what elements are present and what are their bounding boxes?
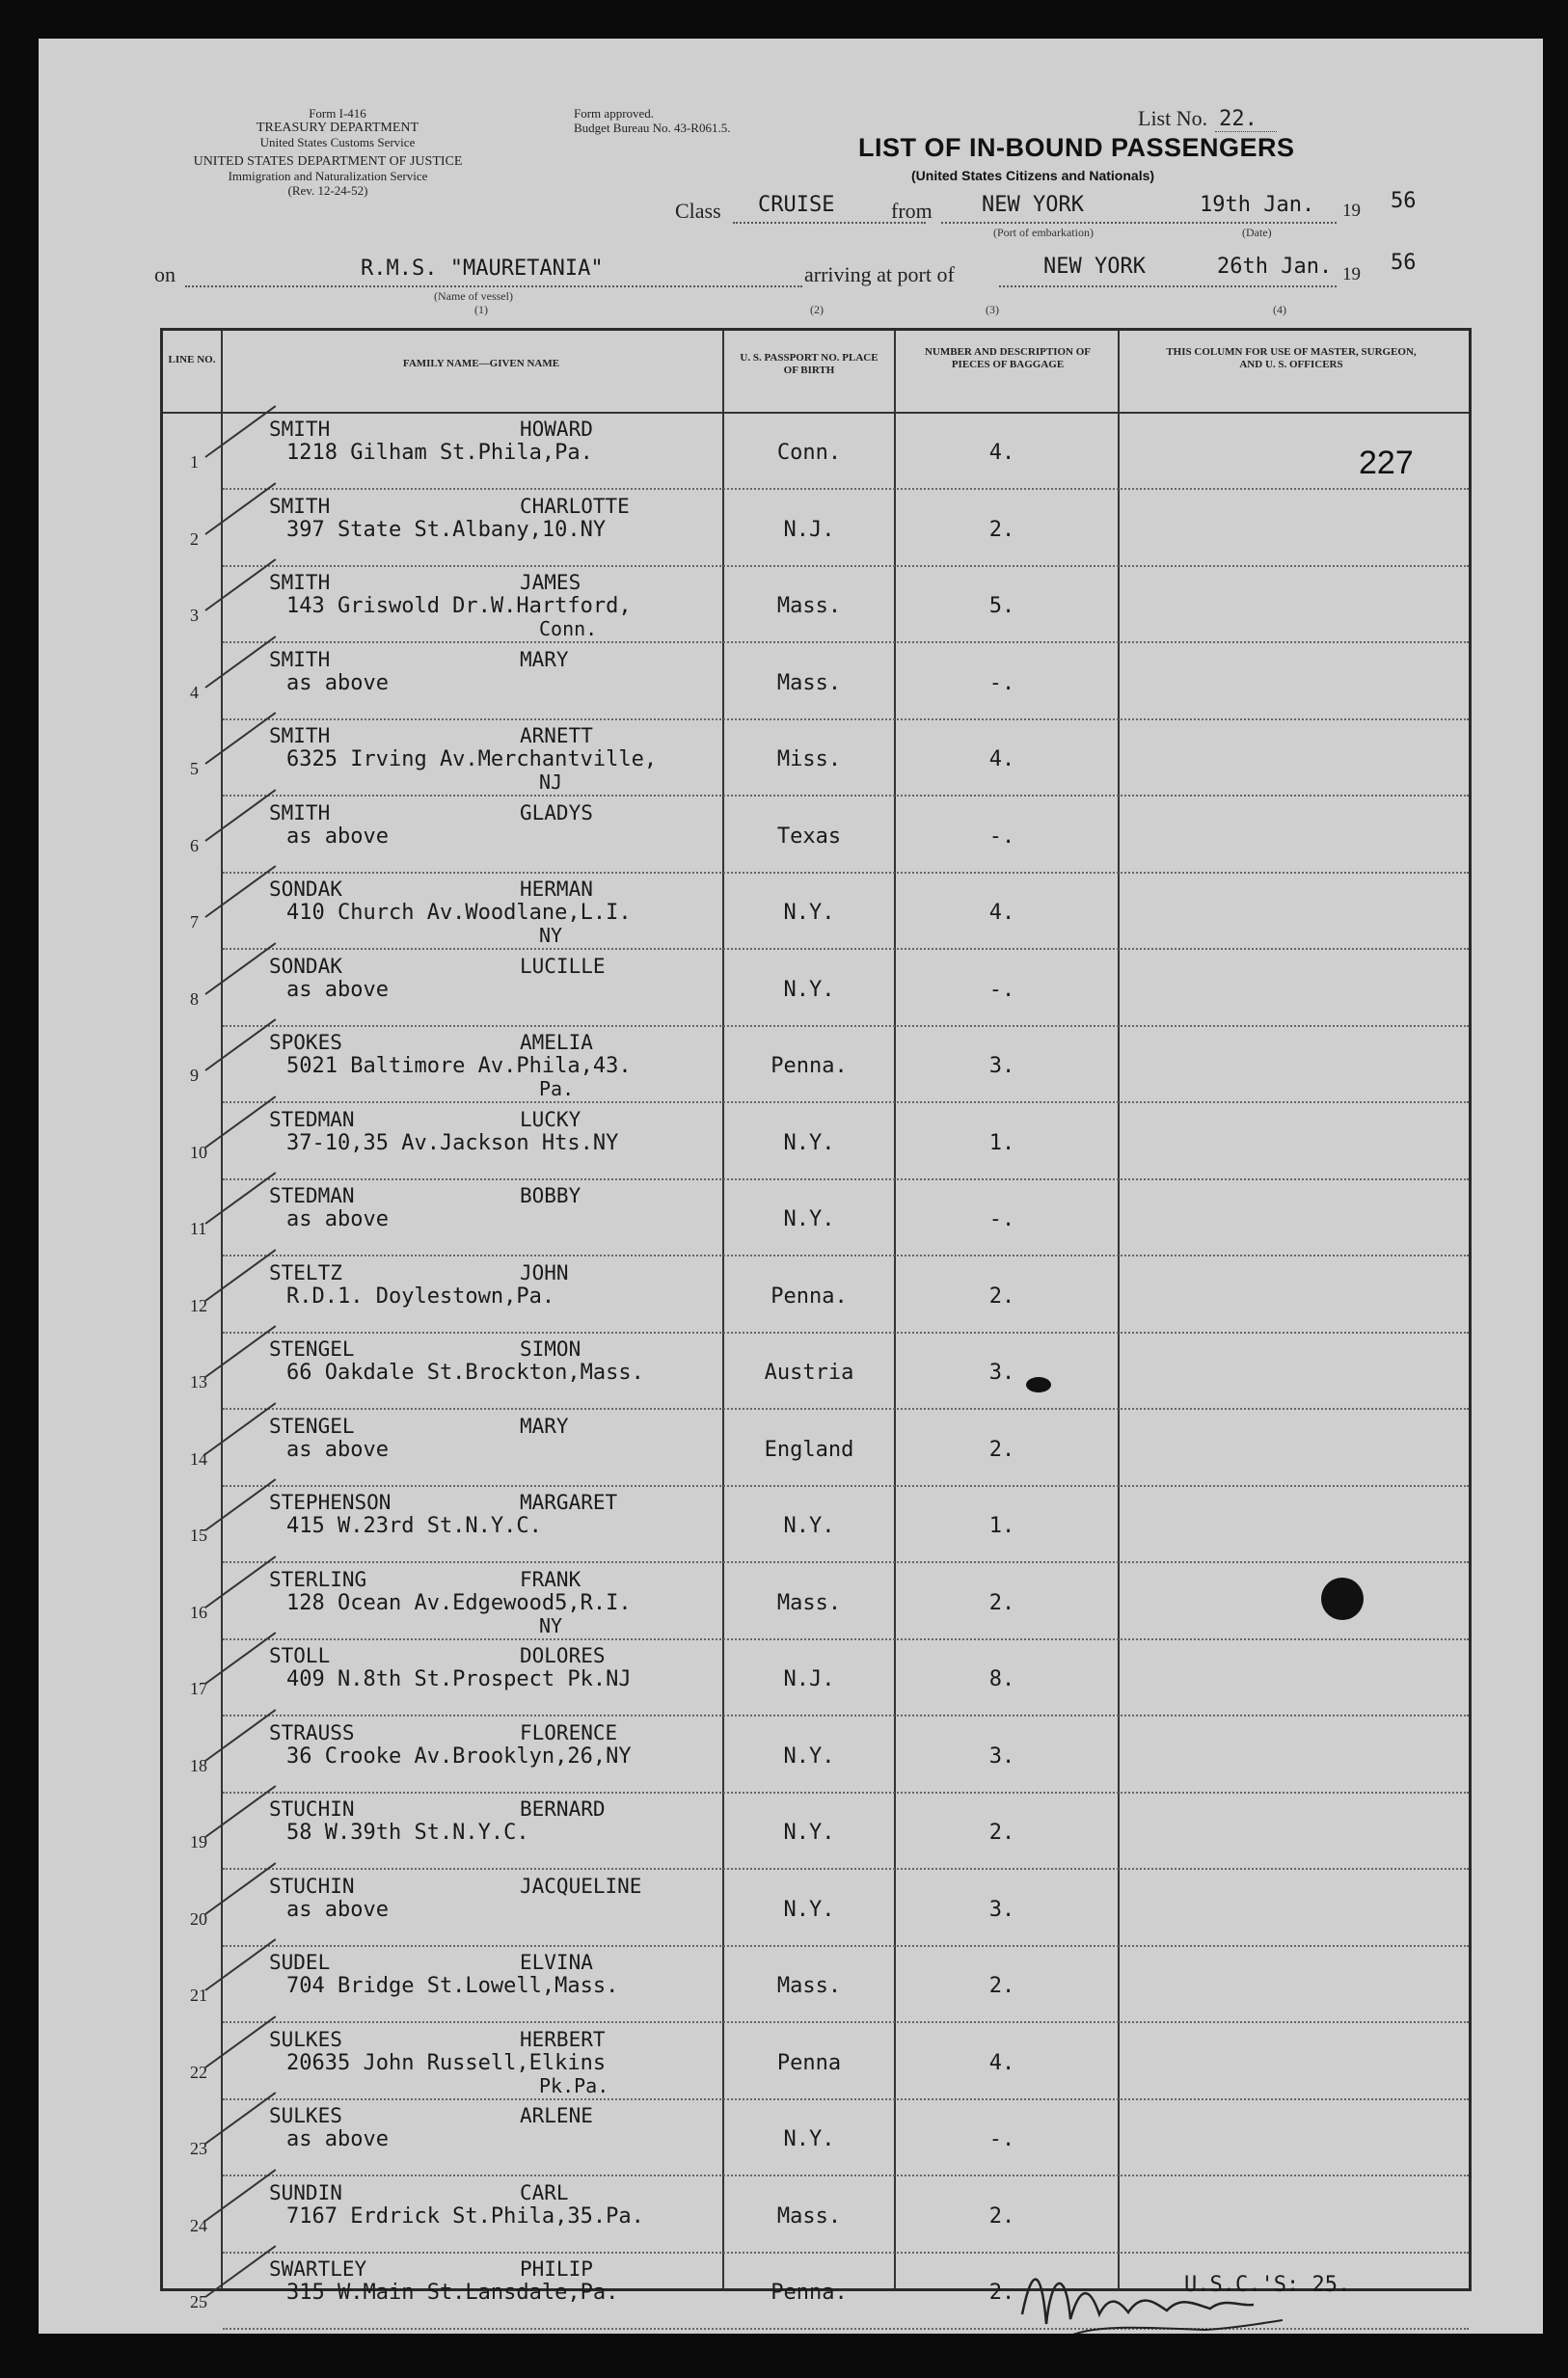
place-of-birth: Mass.	[776, 2203, 842, 2229]
line-number: 4	[190, 682, 199, 702]
given-name: FRANK	[520, 1567, 581, 1591]
col-header-line: LINE NO.	[168, 354, 216, 365]
family-name: STENGEL	[269, 1338, 355, 1361]
given-name: GLADYS	[520, 800, 593, 824]
family-name: STELTZ	[269, 1260, 342, 1284]
family-name: STERLING	[269, 1567, 367, 1591]
check-tick	[204, 942, 276, 995]
place-of-birth: N.Y.	[783, 1514, 835, 1538]
given-name: LUCILLE	[520, 954, 606, 978]
table-row	[163, 951, 1469, 1027]
baggage-count: 1.	[988, 1130, 1015, 1155]
table-row	[163, 1027, 1469, 1103]
family-name: SWARTLEY	[269, 2257, 367, 2281]
form-number: Form I-416	[309, 106, 366, 121]
given-name: MARY	[520, 1414, 569, 1438]
address: R.D.1. Doylestown,Pa.	[286, 1284, 555, 1309]
arrival-port: NEW YORK	[1043, 255, 1146, 279]
class-value: CRUISE	[758, 193, 835, 217]
place-of-birth: Penna.	[770, 1284, 848, 1309]
baggage-count: 1.	[988, 1514, 1015, 1538]
place-of-birth: N.Y.	[783, 1130, 835, 1155]
manifest-page	[39, 39, 1543, 2334]
given-name: ARNETT	[520, 724, 593, 747]
family-name: STEDMAN	[269, 1107, 355, 1131]
vessel-name: R.M.S. "MAURETANIA"	[361, 257, 604, 281]
dept-justice: UNITED STATES DEPARTMENT OF JUSTICE	[193, 154, 463, 169]
arrival-date: 26th Jan.	[1217, 255, 1333, 279]
address: as above	[286, 670, 389, 695]
address: 5021 Baltimore Av.Phila,43.	[286, 1054, 632, 1078]
customs-service: United States Customs Service	[259, 135, 416, 149]
address: as above	[286, 1207, 389, 1231]
place-of-birth: Penna	[776, 2050, 842, 2075]
line-number: 7	[190, 912, 199, 932]
check-tick	[204, 789, 276, 842]
address: as above	[286, 977, 389, 1002]
place-of-birth: Texas	[776, 824, 842, 849]
baggage-count: 4.	[988, 901, 1015, 925]
embarkation-year: 56	[1391, 189, 1417, 213]
baggage-count: 8.	[988, 1667, 1015, 1691]
place-of-birth: N.Y.	[783, 1743, 835, 1769]
address-continuation: NY	[539, 924, 563, 947]
address: 128 Ocean Av.Edgewood5,R.I.	[286, 1590, 632, 1615]
given-name: JACQUELINE	[520, 1874, 642, 1898]
baggage-count: 3.	[988, 1361, 1015, 1385]
family-name: STUCHIN	[269, 1874, 355, 1898]
line-number: 24	[190, 2215, 207, 2235]
given-name: ELVINA	[520, 1951, 593, 1974]
family-name: STEPHENSON	[269, 1491, 392, 1514]
baggage-count: 3.	[988, 1743, 1015, 1769]
place-of-birth: N.Y.	[783, 1821, 835, 1845]
table-row	[163, 567, 1469, 643]
table-row	[163, 644, 1469, 720]
check-tick	[204, 712, 276, 765]
treasury-department: TREASURY DEPARTMENT	[256, 121, 419, 135]
col-header-passport: U. S. PASSPORT NO. PLACE OF BIRTH	[740, 352, 879, 376]
family-name: SMITH	[269, 647, 331, 671]
usc-total: U.S.C.'S: 25.	[1184, 2273, 1351, 2297]
line-number: 18	[190, 1755, 207, 1775]
check-tick	[204, 1402, 276, 1455]
address: 397 State St.Albany,10.NY	[286, 517, 607, 542]
address-continuation: Pa.	[539, 1077, 575, 1100]
address: 1218 Gilham St.Phila,Pa.	[286, 441, 593, 465]
table-row	[163, 1794, 1469, 1870]
baggage-count: 2.	[988, 1974, 1015, 1998]
family-name: SMITH	[269, 724, 331, 747]
baggage-count: -.	[988, 670, 1015, 695]
check-tick	[204, 865, 276, 918]
date-dotline	[1192, 222, 1337, 224]
line-number: 20	[190, 1908, 207, 1929]
baggage-count: 4.	[988, 441, 1015, 465]
col-header-name: FAMILY NAME—GIVEN NAME	[402, 358, 560, 369]
baggage-count: -.	[988, 824, 1015, 849]
baggage-count: 2.	[988, 2203, 1015, 2229]
address: 143 Griswold Dr.W.Hartford,	[286, 594, 632, 618]
given-name: CHARLOTTE	[520, 494, 630, 518]
family-name: STENGEL	[269, 1414, 355, 1438]
line-number: 25	[190, 2292, 207, 2311]
table-row	[163, 797, 1469, 874]
line-number: 11	[190, 1219, 207, 1238]
family-name: STEDMAN	[269, 1184, 355, 1207]
page-title: LIST OF IN-BOUND PASSENGERS	[858, 133, 1295, 162]
baggage-count: 2.	[988, 1437, 1015, 1462]
on-label: on	[154, 262, 176, 286]
col-num-4: (4)	[1273, 303, 1286, 316]
address: 58 W.39th St.N.Y.C.	[286, 1821, 529, 1845]
from-dotline	[941, 222, 1221, 224]
baggage-count: 3.	[988, 1054, 1015, 1078]
list-number-value: 22.	[1215, 107, 1277, 132]
check-tick	[204, 1555, 276, 1608]
officer-mark: 227	[1359, 445, 1414, 481]
check-tick	[204, 2015, 276, 2068]
family-name: SONDAK	[269, 878, 342, 901]
family-name: SMITH	[269, 418, 331, 441]
table-row	[163, 1640, 1469, 1716]
given-name: SIMON	[520, 1338, 581, 1361]
address: 415 W.23rd St.N.Y.C.	[286, 1514, 542, 1538]
line-number: 22	[190, 2062, 207, 2082]
table-row	[163, 1257, 1469, 1334]
approval-block	[574, 106, 730, 135]
given-name: MARGARET	[520, 1491, 618, 1514]
check-tick	[204, 558, 276, 611]
table-row	[163, 874, 1469, 950]
check-tick	[204, 1172, 276, 1225]
address: 66 Oakdale St.Brockton,Mass.	[286, 1361, 644, 1385]
line-number: 1	[190, 452, 199, 472]
check-tick	[204, 1709, 276, 1762]
baggage-count: 5.	[988, 594, 1015, 618]
place-of-birth: Mass.	[776, 670, 842, 695]
given-name: FLORENCE	[520, 1720, 618, 1744]
line-number: 3	[190, 606, 199, 625]
address: 20635 John Russell,Elkins	[286, 2050, 607, 2075]
line-number: 8	[190, 988, 199, 1009]
check-tick	[204, 2092, 276, 2145]
line-number: 21	[190, 1986, 207, 2005]
given-name: HERMAN	[520, 878, 593, 901]
place-of-birth: N.Y.	[783, 901, 835, 925]
address: 315 W.Main St.Lansdale,Pa.	[286, 2281, 619, 2305]
place-of-birth: Mass.	[776, 1974, 842, 1998]
check-tick	[204, 1862, 276, 1915]
baggage-count: 2.	[988, 517, 1015, 542]
given-name: AMELIA	[520, 1031, 593, 1054]
place-of-birth: Penna.	[770, 1054, 848, 1078]
ink-blot	[1321, 1578, 1364, 1620]
line-number: 23	[190, 2139, 207, 2158]
given-name: PHILIP	[520, 2257, 593, 2281]
check-tick	[204, 1632, 276, 1685]
address: 704 Bridge St.Lowell,Mass.	[286, 1974, 619, 1998]
given-name: BOBBY	[520, 1184, 581, 1207]
family-name: STUCHIN	[269, 1797, 355, 1821]
col-header-officers: THIS COLUMN FOR USE OF MASTER, SURGEON, AND U. S. OFFICERS	[1166, 346, 1417, 370]
address: 409 N.8th St.Prospect Pk.NJ	[286, 1667, 632, 1691]
check-tick	[204, 2245, 276, 2298]
address: 7167 Erdrick St.Phila,35.Pa.	[286, 2203, 644, 2229]
family-name: SUNDIN	[269, 2180, 342, 2204]
dept-block	[154, 154, 501, 198]
arrival-year: 56	[1391, 251, 1417, 275]
given-name: LUCKY	[520, 1107, 581, 1131]
check-tick	[204, 1018, 276, 1071]
family-name: SULKES	[269, 2104, 342, 2127]
check-tick	[204, 635, 276, 689]
list-number-label: List No.	[1138, 106, 1208, 130]
check-tick	[204, 1095, 276, 1148]
given-name: BERNARD	[520, 1797, 606, 1821]
line-number: 15	[190, 1526, 207, 1545]
check-tick	[204, 1785, 276, 1838]
baggage-count: 2.	[988, 1284, 1015, 1309]
address: as above	[286, 1437, 389, 1462]
page-subtitle: (United States Citizens and Nationals)	[911, 168, 1155, 183]
date-caption: (Date)	[1242, 226, 1272, 239]
embarkation-port: NEW YORK	[982, 193, 1084, 217]
family-name: SMITH	[269, 571, 331, 594]
table-row	[163, 2100, 1469, 2176]
check-tick	[204, 1938, 276, 1991]
form-block	[231, 106, 444, 149]
place-of-birth: N.Y.	[783, 2127, 835, 2151]
family-name: SUDEL	[269, 1951, 331, 1974]
baggage-count: 4.	[988, 2050, 1015, 2075]
given-name: DOLORES	[520, 1644, 606, 1667]
table-row	[163, 414, 1469, 490]
line-number: 6	[190, 835, 199, 855]
baggage-count: 3.	[988, 1897, 1015, 1922]
table-row	[163, 1947, 1469, 2023]
place-of-birth: Penna.	[770, 2281, 848, 2305]
table-row	[163, 2024, 1469, 2100]
address: 6325 Irving Av.Merchantville,	[286, 747, 658, 771]
given-name: JOHN	[520, 1260, 569, 1284]
line-number: 14	[190, 1448, 207, 1469]
ink-blot	[1026, 1377, 1051, 1392]
line-number: 17	[190, 1679, 207, 1698]
address: 410 Church Av.Woodlane,L.I.	[286, 901, 632, 925]
table-row	[163, 491, 1469, 567]
col-num-1: (1)	[474, 303, 488, 316]
address: 37-10,35 Av.Jackson Hts.NY	[286, 1130, 619, 1155]
table-row	[163, 1487, 1469, 1563]
line-number: 9	[190, 1066, 199, 1085]
line-number: 10	[190, 1142, 207, 1162]
line-number: 19	[190, 1832, 207, 1851]
place-of-birth: Conn.	[776, 441, 842, 465]
line-number: 16	[190, 1602, 207, 1622]
place-of-birth: Miss.	[776, 747, 842, 771]
baggage-count: -.	[988, 1207, 1015, 1231]
place-of-birth: Mass.	[776, 1590, 842, 1615]
family-name: SMITH	[269, 494, 331, 518]
table-row	[163, 1564, 1469, 1640]
line-number: 13	[190, 1372, 207, 1392]
table-row	[163, 1717, 1469, 1794]
port-embarkation-caption: (Port of embarkation)	[993, 226, 1094, 239]
address-continuation: Conn.	[539, 617, 598, 640]
line-number: 12	[190, 1295, 207, 1315]
ins-service: Immigration and Naturalization Service	[228, 169, 428, 183]
place-of-birth: England	[764, 1437, 854, 1462]
list-number	[1138, 106, 1277, 131]
place-of-birth: N.J.	[783, 1667, 835, 1691]
check-tick	[204, 1325, 276, 1378]
year-prefix: 19	[1342, 201, 1361, 221]
place-of-birth: Austria	[764, 1361, 854, 1385]
address-continuation: NJ	[539, 770, 563, 794]
table-row	[163, 2177, 1469, 2254]
vessel-caption: (Name of vessel)	[434, 289, 513, 303]
family-name: SPOKES	[269, 1031, 342, 1054]
address: 36 Crooke Av.Brooklyn,26,NY	[286, 1743, 632, 1769]
given-name: HERBERT	[520, 2027, 606, 2051]
family-name: SMITH	[269, 800, 331, 824]
baggage-count: 2.	[988, 1821, 1015, 1845]
check-tick	[204, 482, 276, 535]
place-of-birth: N.J.	[783, 517, 835, 542]
check-tick	[204, 2169, 276, 2222]
given-name: HOWARD	[520, 418, 593, 441]
baggage-count: -.	[988, 977, 1015, 1002]
line-number: 5	[190, 759, 199, 778]
family-name: STRAUSS	[269, 1720, 355, 1744]
address-continuation: Pk.Pa.	[539, 2073, 609, 2097]
check-tick	[204, 1249, 276, 1302]
embarkation-date: 19th Jan.	[1200, 193, 1315, 217]
line-number: 2	[190, 528, 199, 549]
baggage-count: -.	[988, 2127, 1015, 2151]
col-num-2: (2)	[810, 303, 824, 316]
vessel-dotline	[185, 285, 802, 287]
given-name: CARL	[520, 2180, 569, 2204]
check-tick	[204, 405, 276, 458]
address: as above	[286, 1897, 389, 1922]
year-prefix-arrival: 19	[1342, 264, 1361, 284]
inspector-signature	[1013, 2247, 1302, 2334]
arrival-dotline	[999, 285, 1337, 287]
family-name: SONDAK	[269, 954, 342, 978]
given-name: JAMES	[520, 571, 581, 594]
baggage-count: 2.	[988, 2281, 1015, 2305]
address: as above	[286, 824, 389, 849]
budget-bureau: Budget Bureau No. 43-R061.5.	[574, 121, 731, 135]
passenger-table	[160, 328, 1472, 2311]
table-row	[163, 1871, 1469, 1947]
place-of-birth: Mass.	[776, 594, 842, 618]
address-continuation: NY	[539, 1613, 563, 1637]
revision: (Rev. 12-24-52)	[287, 183, 368, 198]
table-row	[163, 720, 1469, 797]
from-label: from	[891, 199, 933, 223]
col-header-baggage: NUMBER AND DESCRIPTION OF PIECES OF BAGGAGE	[924, 346, 1092, 370]
given-name: ARLENE	[520, 2104, 593, 2127]
col-num-3: (3)	[986, 303, 999, 316]
baggage-count: 4.	[988, 747, 1015, 771]
table-row	[163, 1334, 1469, 1410]
family-name: SULKES	[269, 2027, 342, 2051]
family-name: STOLL	[269, 1644, 331, 1667]
table-row	[163, 1180, 1469, 1257]
place-of-birth: N.Y.	[783, 977, 835, 1002]
address: as above	[286, 2127, 389, 2151]
form-approved: Form approved.	[574, 106, 655, 121]
baggage-count: 2.	[988, 1590, 1015, 1615]
table-row	[163, 1411, 1469, 1487]
place-of-birth: N.Y.	[783, 1897, 835, 1922]
check-tick	[204, 1478, 276, 1531]
class-label: Class	[675, 199, 721, 223]
given-name: MARY	[520, 647, 569, 671]
arriving-label: arriving at port of	[804, 262, 955, 286]
table-row	[163, 1104, 1469, 1180]
place-of-birth: N.Y.	[783, 1207, 835, 1231]
